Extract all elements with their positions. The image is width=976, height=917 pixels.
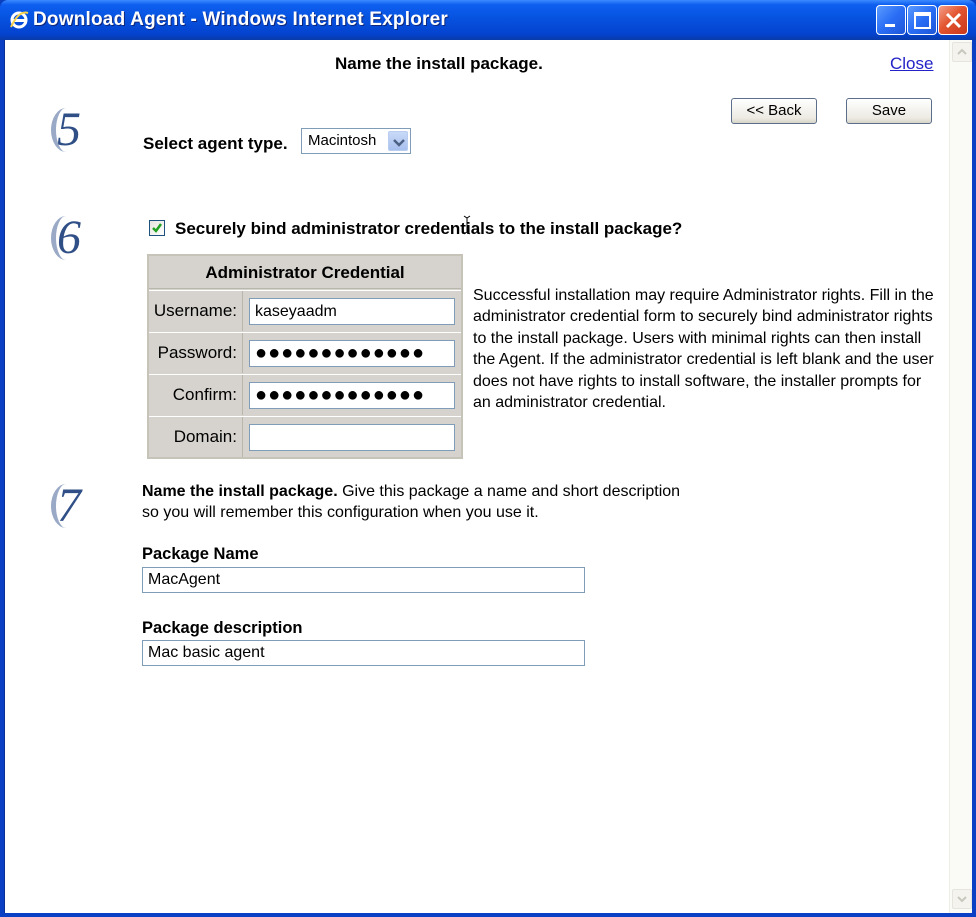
credential-row-confirm <box>149 374 461 415</box>
scroll-down-button[interactable] <box>952 889 972 909</box>
title-bar[interactable] <box>0 0 976 40</box>
package-description-input[interactable] <box>142 640 585 666</box>
page-content <box>4 40 972 913</box>
credential-row-domain <box>149 416 461 457</box>
maximize-icon <box>908 6 938 36</box>
close-link[interactable]: Close <box>890 54 934 73</box>
scroll-up-button[interactable] <box>952 42 972 62</box>
credential-table-title: Administrator Credential <box>149 256 461 289</box>
credential-help-text: Successful installation may require Administrator rights. Fill in the administrator credential form to securely bind administrator rights to the install package. Users with minimal rights can then install the Agent. If the administrator credential is left blank and the user does not have rights to install software, the installer prompts for an administrator credential. <box>473 287 934 412</box>
agent-type-label: Select agent type. <box>143 134 288 153</box>
confirm-password-input[interactable] <box>249 382 455 409</box>
checkmark-icon <box>150 221 164 235</box>
package-intro <box>142 482 682 523</box>
credential-row-password <box>149 332 461 373</box>
domain-label: Domain: <box>149 417 243 457</box>
step-number-5: 5 <box>57 102 81 157</box>
back-button[interactable]: << Back <box>731 98 817 124</box>
chevron-down-icon <box>953 890 971 908</box>
close-icon <box>939 6 969 36</box>
credential-row-username <box>149 290 461 331</box>
bind-credentials-checkbox[interactable] <box>149 220 165 236</box>
window-title: Download Agent - Windows Internet Explorer <box>33 9 448 30</box>
password-input[interactable] <box>249 340 455 367</box>
package-intro-text: Give this package a name and short description so you will remember this configuration when you use it. <box>142 483 681 521</box>
username-input[interactable] <box>249 298 455 325</box>
package-description-label: Package description <box>142 619 303 637</box>
package-name-input[interactable] <box>142 567 585 593</box>
credential-table <box>147 254 463 459</box>
step-number-6: 6 <box>57 210 81 265</box>
package-name-label: Package Name <box>142 545 259 563</box>
step-number-7: 7 <box>57 478 81 533</box>
username-label: Username: <box>149 291 243 331</box>
chevron-up-icon <box>953 43 971 61</box>
chevron-down-icon[interactable] <box>388 131 408 151</box>
domain-input[interactable] <box>249 424 455 451</box>
step-arc-icon <box>51 484 81 528</box>
step-arc-icon <box>51 108 81 152</box>
vertical-scrollbar[interactable] <box>949 40 972 913</box>
bind-credentials-label: Securely bind administrator credentials to the install package? <box>175 219 683 238</box>
minimize-icon <box>877 6 907 36</box>
close-window-button[interactable] <box>938 5 968 35</box>
package-intro-bold: Name the install package. <box>142 483 338 500</box>
minimize-button[interactable] <box>876 5 906 35</box>
text-cursor-icon <box>463 215 471 235</box>
save-button[interactable]: Save <box>846 98 932 124</box>
internet-explorer-icon <box>9 10 29 30</box>
password-label: Password: <box>149 333 243 373</box>
agent-type-select[interactable] <box>301 128 411 154</box>
step-arc-icon <box>51 216 81 260</box>
maximize-button[interactable] <box>907 5 937 35</box>
confirm-label: Confirm: <box>149 375 243 415</box>
page-heading: Name the install package. <box>335 54 543 73</box>
agent-type-value: Macintosh <box>308 132 377 149</box>
